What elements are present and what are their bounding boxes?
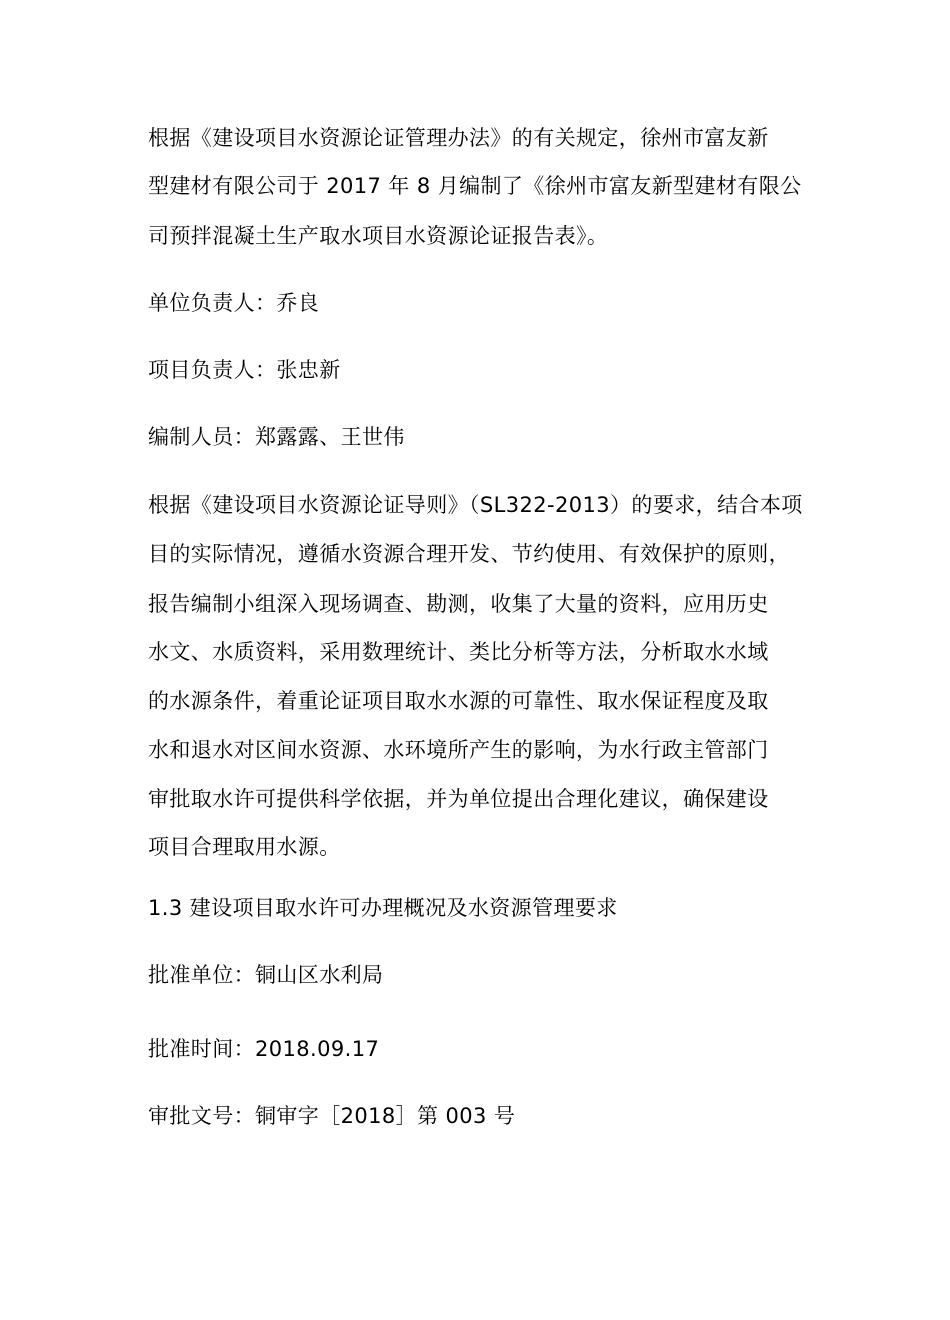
paragraph-2-line-1: 根据《建设项目水资源论证导则》（SL322-2013）的要求，结合本项 <box>148 493 803 517</box>
project-leader: 项目负责人：张忠新 <box>148 358 341 382</box>
approval-number: 审批文号：铜审字［2018］第 003 号 <box>148 1104 516 1128</box>
approval-time: 批准时间：2018.09.17 <box>148 1037 380 1061</box>
paragraph-2-line-4: 水文、水质资料，采用数理统计、类比分析等方法，分析取水水域 <box>148 640 769 664</box>
unit-leader: 单位负责人：乔良 <box>148 291 320 315</box>
paragraph-2-line-2: 目的实际情况，遵循水资源合理开发、节约使用、有效保护的原则， <box>148 542 790 566</box>
section-heading: 1.3 建设项目取水许可办理概况及水资源管理要求 <box>148 896 618 920</box>
paragraph-2-line-6: 水和退水对区间水资源、水环境所产生的影响，为水行政主管部门 <box>148 738 769 762</box>
paragraph-1-line-2: 型建材有限公司于 2017 年 8 月编制了《徐州市富友新型建材有限公 <box>148 174 802 198</box>
paragraph-2-line-7: 审批取水许可提供科学依据，并为单位提出合理化建议，确保建设 <box>148 787 769 811</box>
paragraph-2-line-8: 项目合理取用水源。 <box>148 835 341 859</box>
paragraph-1-line-3: 司预拌混凝土生产取水项目水资源论证报告表》。 <box>148 224 609 248</box>
editors: 编制人员：郑露露、王世伟 <box>148 425 405 449</box>
paragraph-2-line-5: 的水源条件，着重论证项目取水水源的可靠性、取水保证程度及取 <box>148 689 769 713</box>
paragraph-1-line-1: 根据《建设项目水资源论证管理办法》的有关规定，徐州市富友新 <box>148 126 769 150</box>
paragraph-2-line-3: 报告编制小组深入现场调查、勘测，收集了大量的资料，应用历史 <box>148 592 769 616</box>
approval-unit: 批准单位：铜山区水利局 <box>148 963 384 987</box>
